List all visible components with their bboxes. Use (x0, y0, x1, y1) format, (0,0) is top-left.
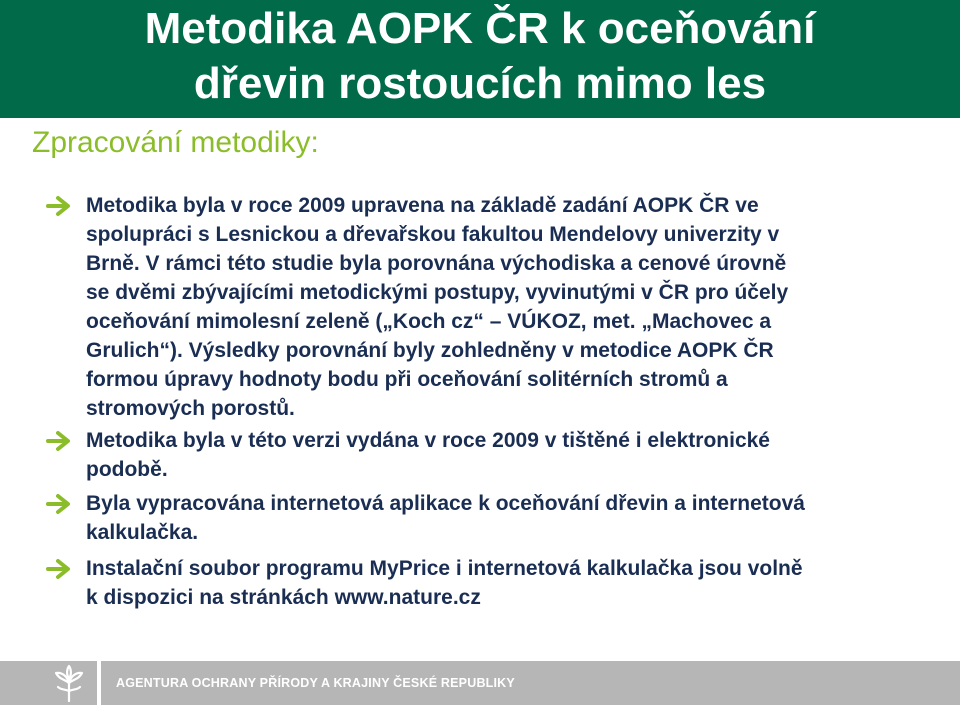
bullet-line: Byla vypracována internetová aplikace k oceňování dřevin a internetová (86, 492, 805, 515)
page-title-line-1: Metodika AOPK ČR k oceňování (144, 4, 816, 53)
bullet-line: Grulich“). Výsledky porovnání byly zohledněny v metodice AOPK ČR (86, 339, 774, 362)
bullet-line: podobě. (86, 458, 168, 481)
section-heading: Zpracování metodiky: (32, 126, 319, 159)
bullet-text (86, 554, 926, 612)
bullet-text (86, 191, 926, 423)
page-title-line-2: dřevin rostoucích mimo les (193, 59, 767, 108)
bullet-text (86, 489, 926, 547)
arrow-right-icon (46, 493, 74, 515)
bullet-line: stromových porostů. (86, 397, 295, 420)
bullet-line: Metodika byla v roce 2009 upravena na základě zadání AOPK ČR ve (86, 194, 759, 217)
footer-divider (97, 661, 101, 705)
footer-bar (0, 661, 960, 705)
bullet-line: se dvěmi zbývajícími metodickými postupy, vyvinutými v ČR pro účely (86, 281, 789, 304)
footer-agency-name: AGENTURA OCHRANY PŘÍRODY A KRAJINY ČESKÉ REPUBLIKY (116, 676, 515, 690)
bullet-line: formou úpravy hodnoty bodu při oceňování solitérních stromů a (86, 368, 728, 391)
arrow-right-icon (46, 195, 74, 217)
footer-logo (44, 661, 94, 705)
bullet-line: Brně. V rámci této studie byla porovnána východiska a cenové úrovně (86, 252, 787, 275)
aopk-leaf-logo-icon (44, 661, 94, 705)
bullet-line: Metodika byla v této verzi vydána v roce 2009 v tištěné i elektronické (86, 429, 770, 452)
bullet-line: kalkulačka. (86, 521, 199, 544)
bullet-line: spolupráci s Lesnickou a dřevařskou fakultou Mendelovy univerzity v (86, 223, 780, 246)
bullet-text (86, 426, 926, 484)
bullet-line: Instalační soubor programu MyPrice i internetová kalkulačka jsou volně (86, 557, 803, 580)
arrow-right-icon (46, 558, 74, 580)
bullet-line: k dispozici na stránkách www.nature.cz (86, 586, 481, 609)
bullet-line: oceňování mimolesní zeleně („Koch cz“ – VÚKOZ, met. „Machovec a (86, 310, 772, 333)
arrow-right-icon (46, 430, 74, 452)
